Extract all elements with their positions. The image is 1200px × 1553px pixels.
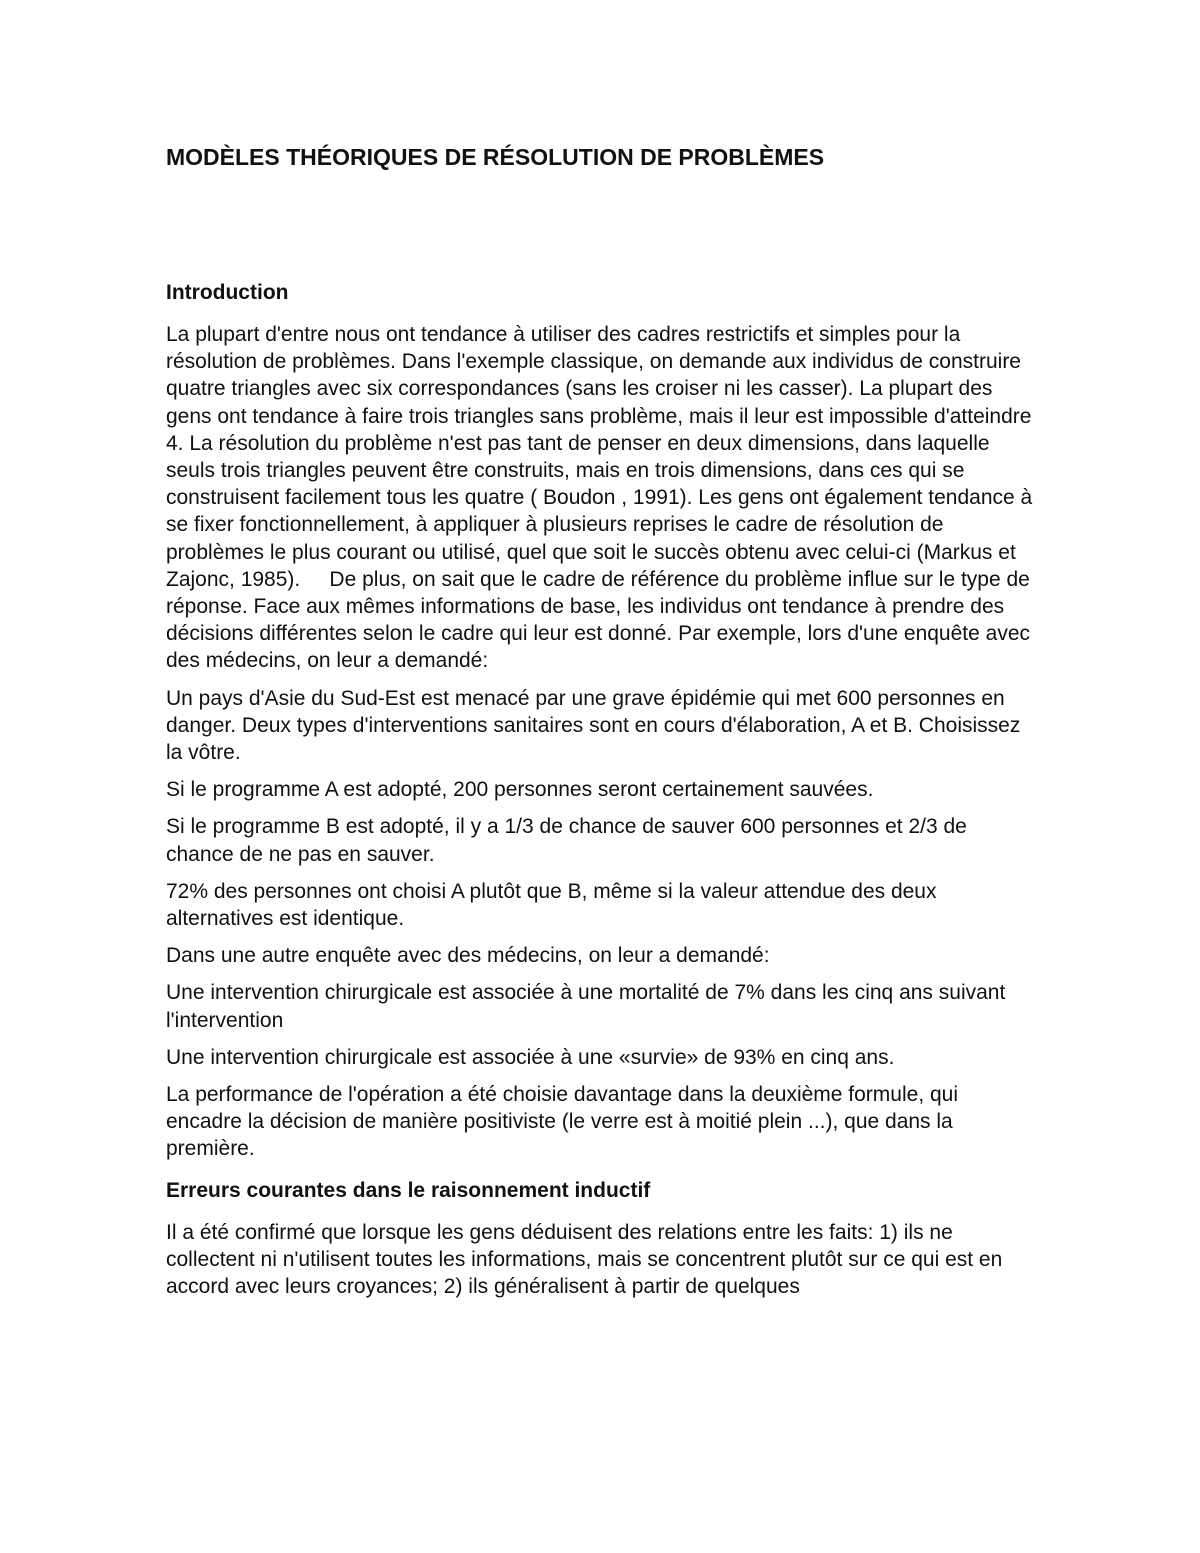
paragraph-framing-conclusion: La performance de l'opération a été choisie davantage dans la deuxième formule, qui encadre la décision de manière positiviste (le verre est à moitié plein ...), que dans la première.	[166, 1083, 959, 1161]
document-body	[166, 141, 1039, 1300]
paragraph-epidemic-scenario: Un pays d'Asie du Sud-Est est menacé par une grave épidémie qui met 600 personnes en danger. Deux types d'interventions sanitaires sont en cours d'élaboration, A et B. Choisissez la vôtre.	[166, 686, 1021, 765]
paragraph-program-a: Si le programme A est adopté, 200 personnes seront certainement sauvées.	[166, 778, 874, 802]
paragraph-second-survey: Dans une autre enquête avec des médecins, on leur a demandé:	[166, 944, 770, 968]
paragraph-survival-frame: Une intervention chirurgicale est associée à une «survie» de 93% en cinq ans.	[166, 1045, 895, 1069]
section-heading-introduction: Introduction	[166, 281, 289, 304]
paragraph-program-b: Si le programme B est adopté, il y a 1/3 de chance de sauver 600 personnes et 2/3 de chance de ne pas en sauver.	[166, 815, 967, 866]
section-heading-inductive-errors: Erreurs courantes dans le raisonnement inductif	[166, 1178, 651, 1202]
paragraph-choice-result: 72% des personnes ont choisi A plutôt que B, même si la valeur attendue des deux alternatives est identique.	[166, 879, 937, 931]
paragraph-inductive-errors: Il a été confirmé que lorsque les gens déduisent des relations entre les faits: 1) ils ne collectent ni n'utilisent toutes les informations, mais se concentrent plutôt sur ce qui est en accord avec leurs croyances; 2) ils généralisent à partir de quelques	[166, 1220, 1003, 1299]
paragraph-mortality-frame: Une intervention chirurgicale est associée à une mortalité de 7% dans les cinq ans suivant l'intervention	[166, 981, 1006, 1032]
document-title: MODÈLES THÉORIQUES DE RÉSOLUTION DE PROBLÈMES	[166, 144, 825, 170]
paragraph-introduction: La plupart d'entre nous ont tendance à utiliser des cadres restrictifs et simples pour la résolution de problèmes. Dans l'exemple classique, on demande aux individus de construire quatre triangles avec six correspondances (sans les croiser ni les casser). La plupart des gens ont tendance à faire trois triangles sans problème, mais il leur est impossible d'atteindre 4. La résolution du problème n'est pas tant de penser en deux dimensions, dans laquelle seuls trois triangles peuvent être construits, mais en trois dimensions, dans ces qui se construisent facilement tous les quatre ( Boudon , 1991). Les gens ont également tendance à se fixer fonctionnellement, à appliquer à plusieurs reprises le cadre de résolution de problèmes le plus courant ou utilisé, quel que soit le succès obtenu avec celui-ci (Markus et Zajonc, 1985). De plus, on sait que le cadre de référence du problème influe sur le type de réponse. Face aux mêmes informations de base, les individus ont tendance à prendre des décisions différentes selon le cadre qui leur est donné. Par exemple, lors d'une enquête avec des médecins, on leur a demandé:	[166, 323, 1039, 673]
